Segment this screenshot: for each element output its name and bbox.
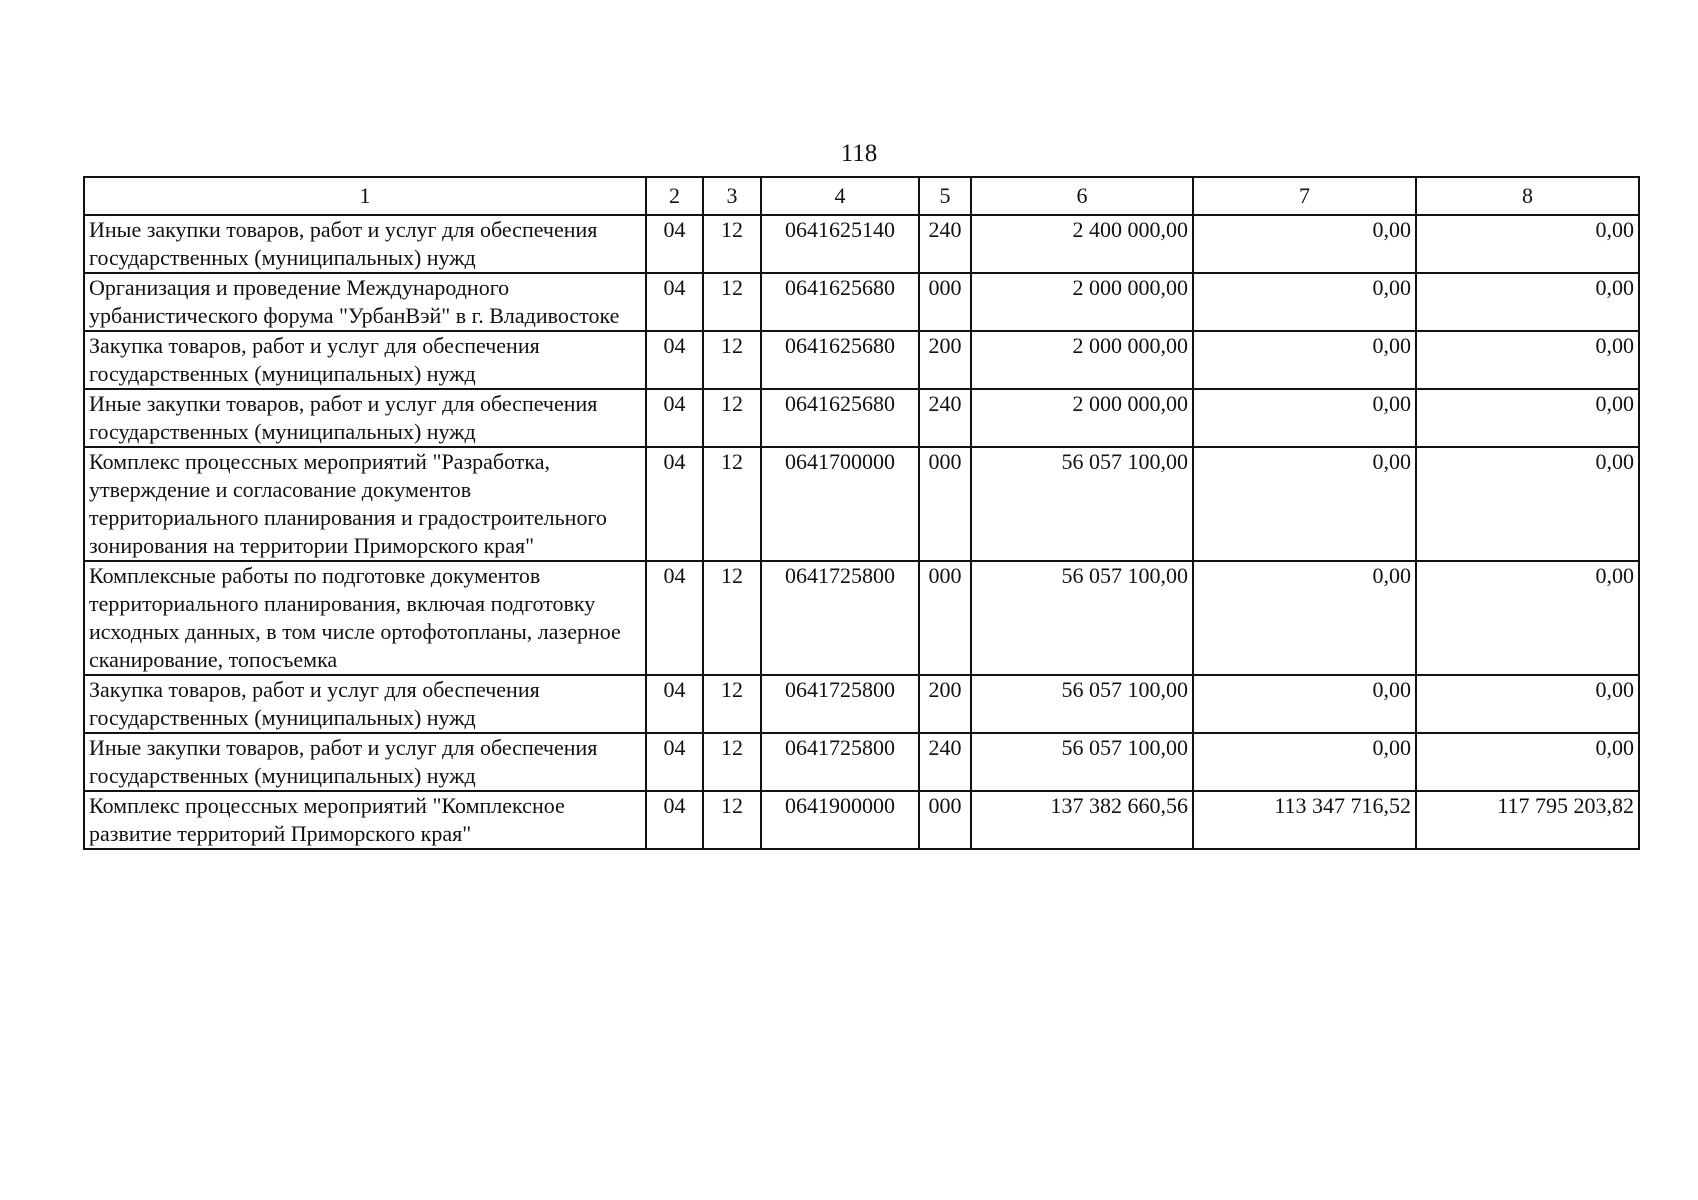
amount-col6: 56 057 100,00 bbox=[971, 561, 1193, 675]
target-article-code: 0641625680 bbox=[761, 273, 919, 331]
subsection-code: 12 bbox=[703, 675, 761, 733]
column-header: 4 bbox=[761, 177, 919, 215]
expense-name: Комплексные работы по подготовке документов территориального планирования, включая подготовку исходных данных, в том числе ортофотопланы, лазерное сканирование, топосъемка bbox=[84, 561, 646, 675]
expense-type-code: 240 bbox=[919, 389, 971, 447]
table-row bbox=[84, 331, 1639, 389]
amount-col6: 2 000 000,00 bbox=[971, 331, 1193, 389]
target-article-code: 0641700000 bbox=[761, 447, 919, 561]
expense-name: Комплекс процессных мероприятий "Разработка, утверждение и согласование документов территориального планирования и градостроительного зонирования на территории Приморского края" bbox=[84, 447, 646, 561]
subsection-code: 12 bbox=[703, 331, 761, 389]
target-article-code: 0641725800 bbox=[761, 561, 919, 675]
column-header: 7 bbox=[1193, 177, 1416, 215]
amount-col6: 56 057 100,00 bbox=[971, 447, 1193, 561]
amount-col7: 0,00 bbox=[1193, 561, 1416, 675]
amount-col8: 0,00 bbox=[1416, 273, 1639, 331]
target-article-code: 0641725800 bbox=[761, 675, 919, 733]
column-header: 3 bbox=[703, 177, 761, 215]
amount-col7: 0,00 bbox=[1193, 273, 1416, 331]
amount-col7: 0,00 bbox=[1193, 733, 1416, 791]
amount-col8: 0,00 bbox=[1416, 389, 1639, 447]
expense-name: Комплекс процессных мероприятий "Комплексное развитие территорий Приморского края" bbox=[84, 791, 646, 849]
section-code: 04 bbox=[646, 733, 703, 791]
subsection-code: 12 bbox=[703, 215, 761, 273]
amount-col7: 0,00 bbox=[1193, 215, 1416, 273]
amount-col6: 56 057 100,00 bbox=[971, 733, 1193, 791]
amount-col8: 0,00 bbox=[1416, 331, 1639, 389]
subsection-code: 12 bbox=[703, 273, 761, 331]
target-article-code: 0641625680 bbox=[761, 389, 919, 447]
budget-table bbox=[83, 176, 1640, 850]
amount-col6: 2 000 000,00 bbox=[971, 389, 1193, 447]
expense-type-code: 000 bbox=[919, 273, 971, 331]
subsection-code: 12 bbox=[703, 733, 761, 791]
expense-type-code: 000 bbox=[919, 791, 971, 849]
page-number: 118 bbox=[840, 140, 878, 167]
target-article-code: 0641625680 bbox=[761, 331, 919, 389]
expense-type-code: 240 bbox=[919, 215, 971, 273]
expense-type-code: 200 bbox=[919, 675, 971, 733]
amount-col7: 0,00 bbox=[1193, 389, 1416, 447]
target-article-code: 0641725800 bbox=[761, 733, 919, 791]
column-header: 5 bbox=[919, 177, 971, 215]
table-row bbox=[84, 447, 1639, 561]
section-code: 04 bbox=[646, 561, 703, 675]
table-row bbox=[84, 389, 1639, 447]
amount-col7: 0,00 bbox=[1193, 675, 1416, 733]
subsection-code: 12 bbox=[703, 791, 761, 849]
amount-col8: 0,00 bbox=[1416, 675, 1639, 733]
subsection-code: 12 bbox=[703, 561, 761, 675]
expense-type-code: 000 bbox=[919, 447, 971, 561]
amount-col7: 113 347 716,52 bbox=[1193, 791, 1416, 849]
amount-col6: 2 400 000,00 bbox=[971, 215, 1193, 273]
amount-col8: 0,00 bbox=[1416, 733, 1639, 791]
subsection-code: 12 bbox=[703, 447, 761, 561]
section-code: 04 bbox=[646, 331, 703, 389]
column-header: 6 bbox=[971, 177, 1193, 215]
amount-col8: 117 795 203,82 bbox=[1416, 791, 1639, 849]
amount-col7: 0,00 bbox=[1193, 331, 1416, 389]
section-code: 04 bbox=[646, 273, 703, 331]
header-row bbox=[84, 177, 1639, 215]
table-row bbox=[84, 733, 1639, 791]
amount-col6: 137 382 660,56 bbox=[971, 791, 1193, 849]
section-code: 04 bbox=[646, 389, 703, 447]
expense-name: Иные закупки товаров, работ и услуг для обеспечения государственных (муниципальных) нужд bbox=[84, 215, 646, 273]
section-code: 04 bbox=[646, 675, 703, 733]
expense-type-code: 000 bbox=[919, 561, 971, 675]
target-article-code: 0641900000 bbox=[761, 791, 919, 849]
expense-type-code: 200 bbox=[919, 331, 971, 389]
table-row bbox=[84, 561, 1639, 675]
section-code: 04 bbox=[646, 791, 703, 849]
column-header: 8 bbox=[1416, 177, 1639, 215]
expense-name: Иные закупки товаров, работ и услуг для обеспечения государственных (муниципальных) нужд bbox=[84, 389, 646, 447]
amount-col8: 0,00 bbox=[1416, 447, 1639, 561]
table-row bbox=[84, 215, 1639, 273]
amount-col8: 0,00 bbox=[1416, 215, 1639, 273]
expense-name: Организация и проведение Международного урбанистического форума "УрбанВэй" в г. Владивостоке bbox=[84, 273, 646, 331]
section-code: 04 bbox=[646, 215, 703, 273]
table-row bbox=[84, 273, 1639, 331]
expense-name: Закупка товаров, работ и услуг для обеспечения государственных (муниципальных) нужд bbox=[84, 675, 646, 733]
target-article-code: 0641625140 bbox=[761, 215, 919, 273]
expense-name: Иные закупки товаров, работ и услуг для обеспечения государственных (муниципальных) нужд bbox=[84, 733, 646, 791]
expense-type-code: 240 bbox=[919, 733, 971, 791]
amount-col7: 0,00 bbox=[1193, 447, 1416, 561]
amount-col6: 56 057 100,00 bbox=[971, 675, 1193, 733]
amount-col6: 2 000 000,00 bbox=[971, 273, 1193, 331]
table-row bbox=[84, 675, 1639, 733]
expense-name: Закупка товаров, работ и услуг для обеспечения государственных (муниципальных) нужд bbox=[84, 331, 646, 389]
section-code: 04 bbox=[646, 447, 703, 561]
column-header: 2 bbox=[646, 177, 703, 215]
column-header: 1 bbox=[84, 177, 646, 215]
amount-col8: 0,00 bbox=[1416, 561, 1639, 675]
table-row bbox=[84, 791, 1639, 849]
subsection-code: 12 bbox=[703, 389, 761, 447]
